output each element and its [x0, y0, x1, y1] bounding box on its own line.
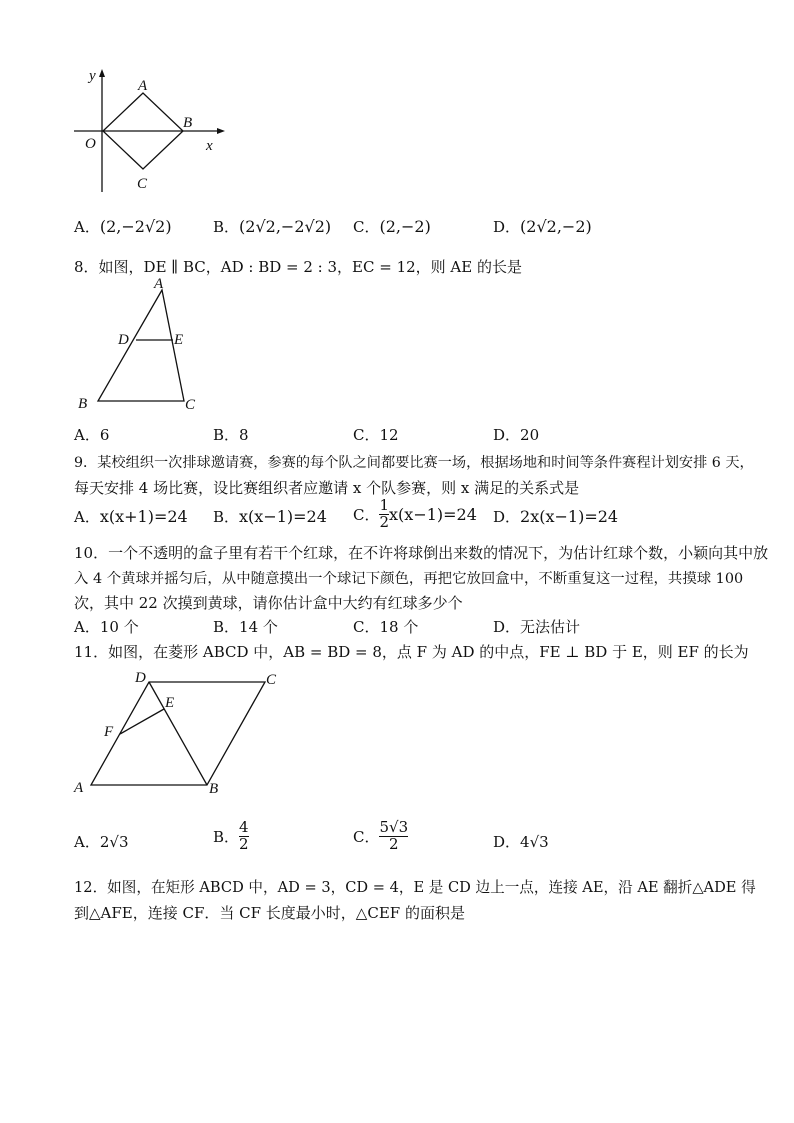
- q11-option-c: C． $\frac{5√3}{2}$: [353, 818, 409, 853]
- q9-option-c: C． $\frac{1}{2}$ x(x−1)=24: [353, 496, 477, 531]
- q12-stem-line1: 12．如图，在矩形 ABCD 中，AD = 3，CD = 4，E 是 CD 边上一点，连接 AE，沿 AE 翻折△ADE 得: [74, 879, 756, 896]
- q8-option-b: B．8: [213, 426, 249, 444]
- q10-stem-line3: 次，其中 22 次摸到黄球，请你估计盒中大约有红球多少个: [74, 594, 463, 612]
- label-f: F: [104, 724, 114, 740]
- q10-option-c: C．18 个: [353, 618, 419, 636]
- q9-stem-line2: 每天安排 4 场比赛，设比赛组织者应邀请 x 个队参赛，则 x 满足的关系式是: [74, 479, 580, 497]
- label-a: A: [74, 780, 84, 796]
- label-c: C: [137, 176, 148, 192]
- q9-stem-line1: 9．某校组织一次排球邀请赛，参赛的每个队之间都要比赛一场，根据场地和时间等条件赛程计划安排 6 天，: [74, 455, 754, 471]
- diagonal-bd: [149, 682, 207, 785]
- label-b: B: [78, 396, 88, 412]
- q7-option-c: C．(2,−2): [353, 217, 431, 236]
- label-d: D: [135, 670, 146, 686]
- q11-stem: 11．如图，在菱形 ABCD 中，AB = BD = 8，点 F 为 AD 的中点，FE ⊥ BD 于 E，则 EF 的长为: [74, 643, 749, 661]
- triangle-abc: [98, 290, 184, 401]
- label-y: y: [89, 68, 96, 84]
- q7-option-a: A．(2,−2√2): [74, 217, 172, 236]
- q11-option-d: D．4√3: [493, 833, 549, 851]
- label-b: B: [209, 781, 219, 797]
- label-c: C: [185, 397, 196, 413]
- q8-stem: 8．如图，DE ∥ BC，AD : BD = 2 : 3，EC = 12，则 AE 的长是: [74, 258, 522, 276]
- q8-triangle-figure: [70, 276, 210, 416]
- q11-option-a: A．2√3: [74, 833, 129, 851]
- q8-option-c: C．12: [353, 426, 399, 444]
- q10-option-a: A．10 个: [74, 618, 139, 636]
- fraction-one-half: $\frac{1}{2}$: [379, 496, 390, 531]
- q10-stem-line2: 入 4 个黄球并摇匀后，从中随意摸出一个球记下颜色，再把它放回盒中，不断重复这一过程，共摸球 100: [74, 571, 744, 587]
- label-e: E: [174, 332, 184, 348]
- q10-option-b: B．14 个: [213, 618, 278, 636]
- label-e: E: [165, 695, 175, 711]
- q12-stem-line2: 到△AFE，连接 CF．当 CF 长度最小时，△CEF 的面积是: [74, 904, 465, 922]
- q10-stem-line1: 10．一个不透明的盒子里有若干个红球，在不许将球倒出来数的情况下，为估计红球个数，小颖向其中放: [74, 544, 769, 562]
- label-x: x: [206, 138, 213, 154]
- q9-option-b: B．x(x−1)=24: [213, 507, 327, 526]
- label-o: O: [85, 136, 96, 152]
- label-a: A: [138, 78, 148, 94]
- q8-option-d: D．20: [493, 426, 540, 444]
- fraction-five-root-three-halves: $\frac{5√3}{2}$: [379, 818, 409, 853]
- q11-option-b: B． $\frac{4}{2}$: [213, 818, 249, 853]
- label-d: D: [118, 332, 129, 348]
- fraction-four-halves: $\frac{4}{2}$: [239, 818, 249, 853]
- label-a: A: [154, 276, 164, 292]
- y-axis-arrow: [99, 69, 105, 77]
- q9-option-d: D．2x(x−1)=24: [493, 507, 619, 526]
- q7-option-b: B．(2√2,−2√2): [213, 217, 332, 236]
- q10-option-d: D．无法估计: [493, 618, 581, 636]
- label-b: B: [183, 115, 193, 131]
- q7-option-d: D．(2√2,−2): [493, 217, 592, 236]
- q8-option-a: A．6: [74, 426, 110, 444]
- label-c: C: [266, 672, 277, 688]
- x-axis-arrow: [217, 128, 225, 134]
- q9-option-a: A．x(x+1)=24: [74, 507, 188, 526]
- q11-rhombus-figure: [66, 664, 296, 804]
- q7-coordinate-figure: [60, 64, 230, 199]
